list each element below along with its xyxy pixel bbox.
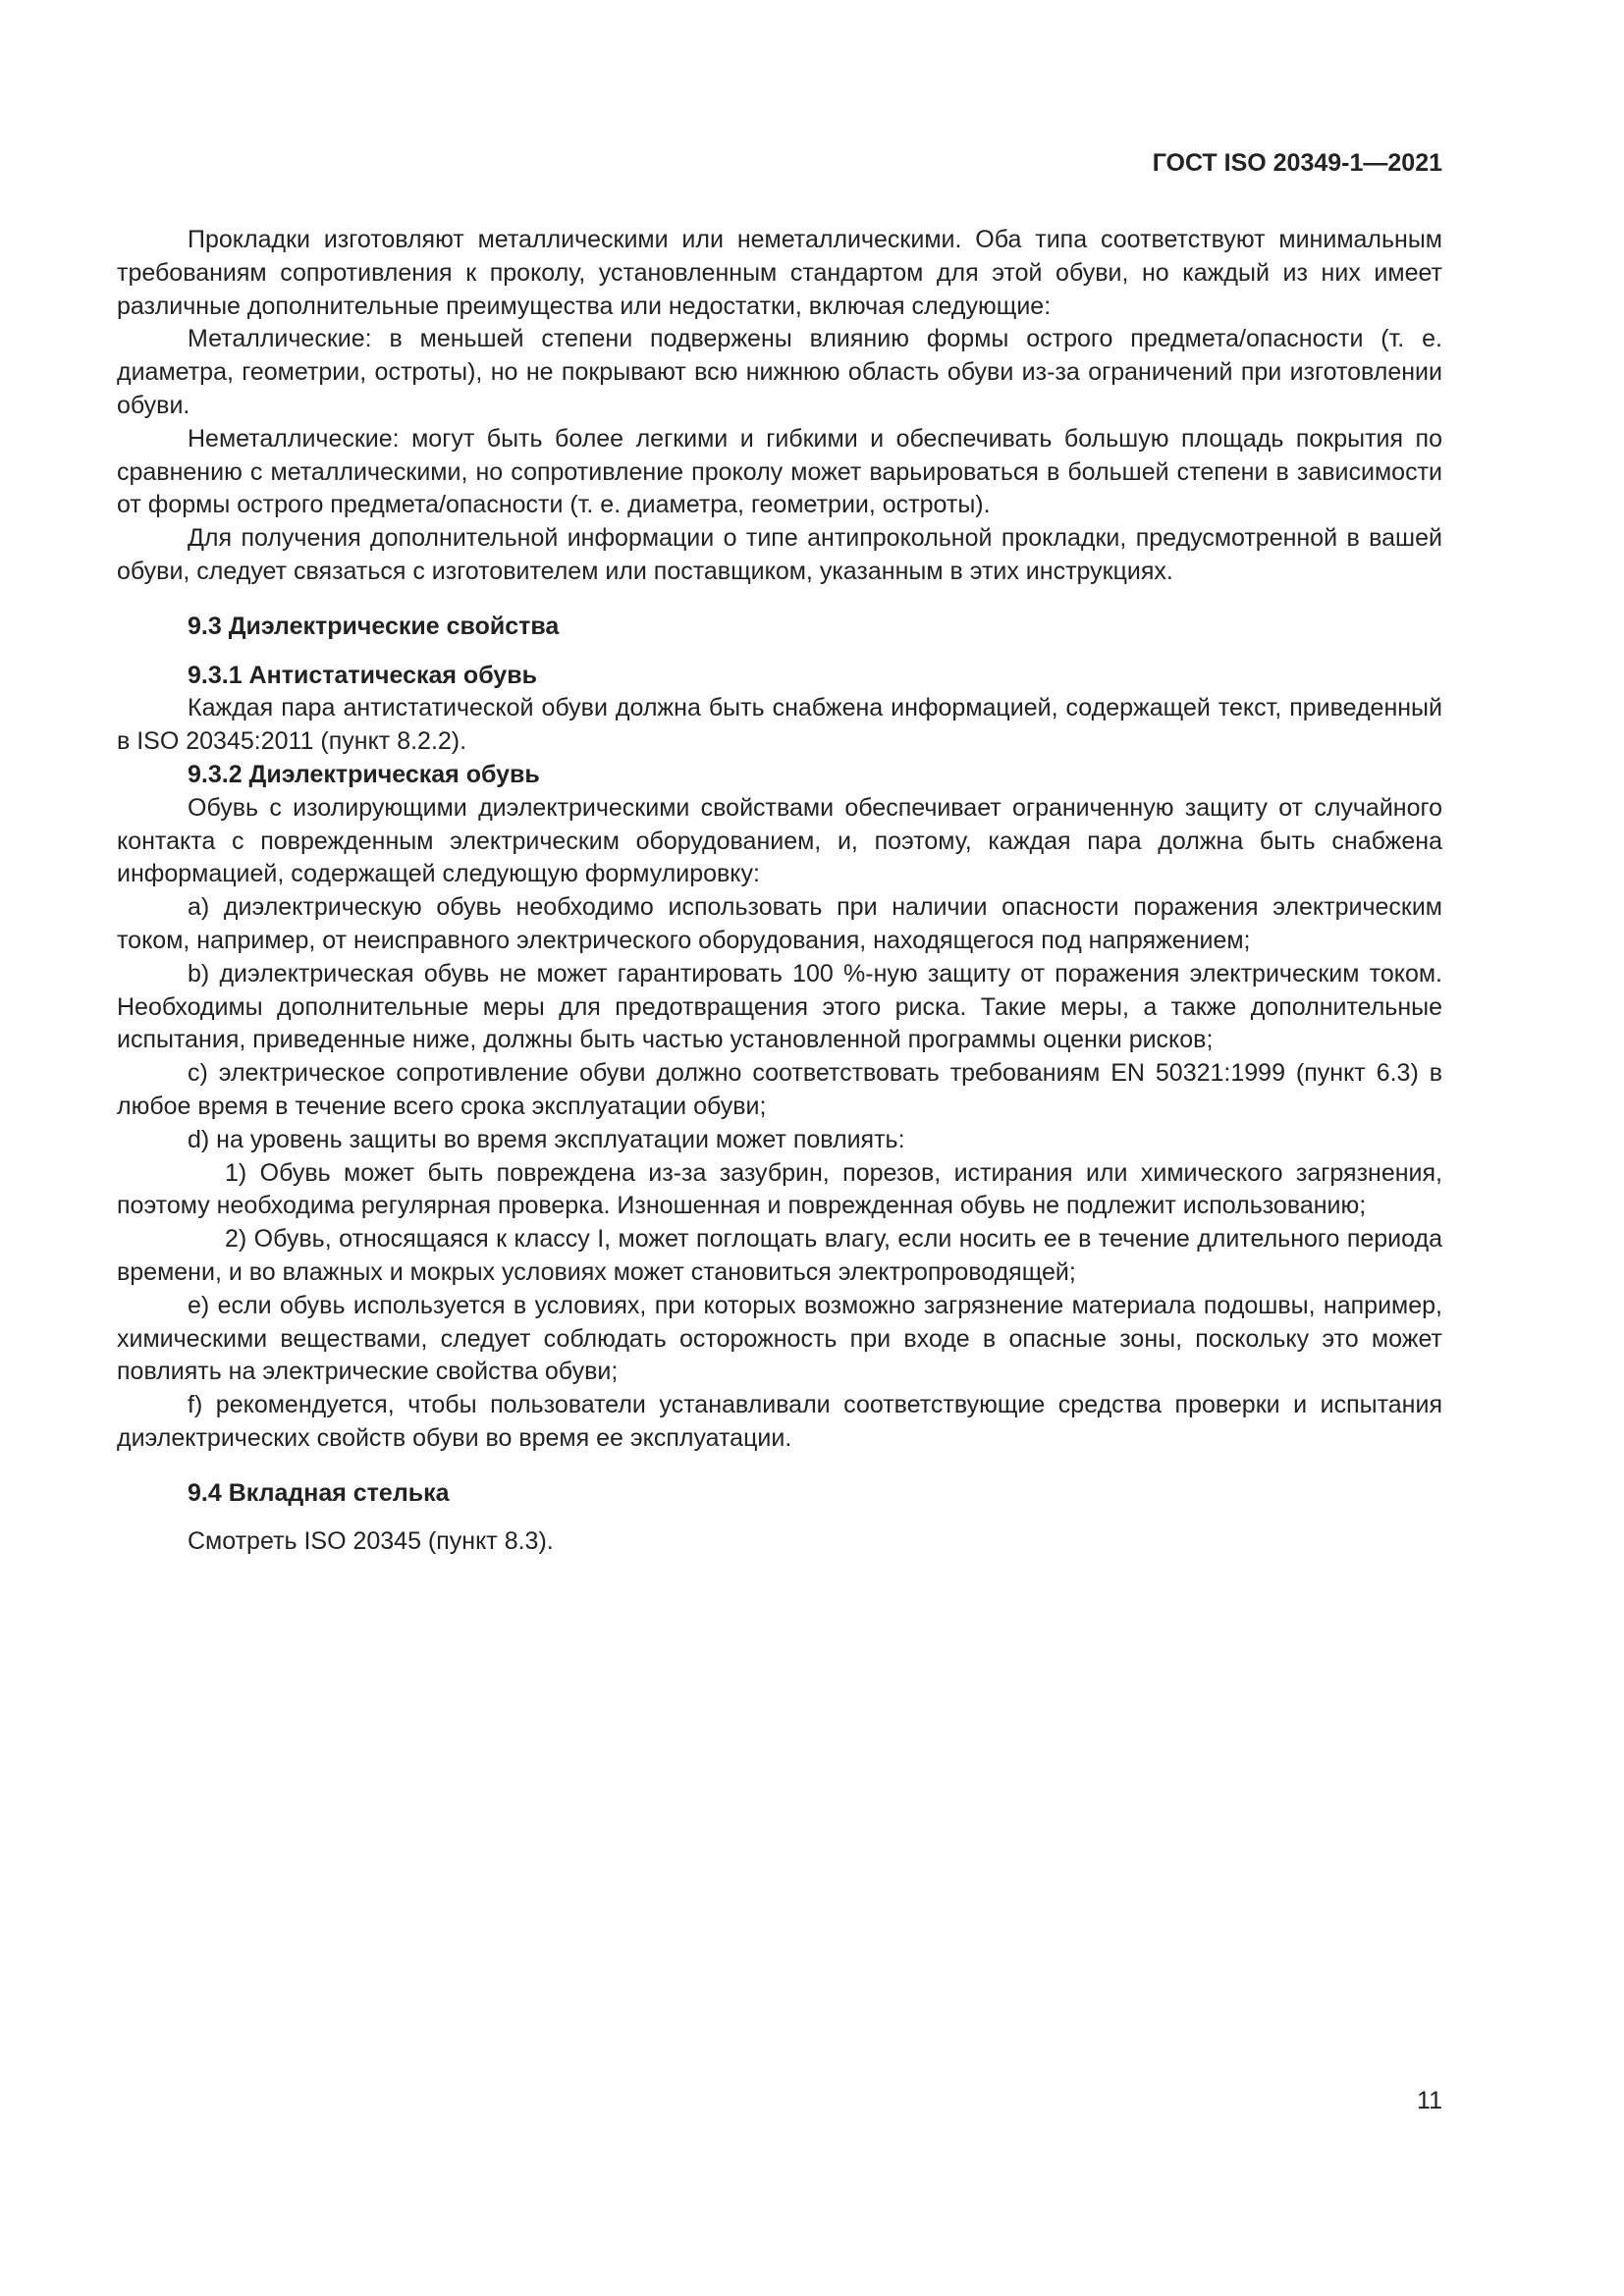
document-header-id: ГОСТ ISO 20349-1—2021 <box>1152 149 1442 177</box>
list-item-d-1: 1) Обувь может быть повреждена из-за зазубрин, порезов, истирания или химического загрязнения, поэтому необходима регулярная проверка. Изношенная и поврежденная обувь не подлежит использованию; <box>117 1158 1442 1220</box>
list-item-a: a) диэлектрическую обувь необходимо использовать при наличии опасности поражения электрическим током, например, от неисправного электрического оборудования, находящегося под напряжением; <box>117 893 1442 954</box>
section-heading-9-4: 9.4 Вкладная стелька <box>188 1478 450 1507</box>
page-number: 11 <box>1417 2087 1442 2114</box>
subsection-heading-9-3-2: 9.3.2 Диэлектрическая обувь <box>188 760 540 788</box>
paragraph-antistatic: Каждая пара антистатической обуви должна быть снабжена информацией, содержащей текст, приведенный в ISO 20345:2011 (пункт 8.2.2). <box>117 694 1442 756</box>
list-item-f: f) рекомендуется, чтобы пользователи устанавливали соответствующие средства проверки и испытания диэлектрических свойств обуви во время ее эксплуатации. <box>117 1391 1442 1452</box>
subsection-heading-9-3-1: 9.3.1 Антистатическая обувь <box>188 661 537 689</box>
list-item-d: d) на уровень защиты во время эксплуатации может повлиять: <box>188 1125 905 1153</box>
list-item-b: b) диэлектрическая обувь не может гарантировать 100 %-ную защиту от поражения электрическим током. Необходимы дополнительные меры для предотвращения этого риска. Такие меры, а также дополнительные испытания, приведенные ниже, должны быть частью установленной программы оценки рисков; <box>117 959 1442 1054</box>
list-item-e: e) если обувь используется в условиях, при которых возможно загрязнение материала подошвы, например, химическими веществами, следует соблюдать осторожность при входе в опасные зоны, поскольку это может повлиять на электрические свойства обуви; <box>117 1291 1442 1386</box>
paragraph-additional-info: Для получения дополнительной информации о типе антипрокольной прокладки, предусмотренной в вашей обуви, следует связаться с изготовителем или поставщиком, указанным в этих инструкциях. <box>117 524 1442 585</box>
paragraph-insole: Смотреть ISO 20345 (пункт 8.3). <box>188 1527 554 1556</box>
list-item-d-2: 2) Обувь, относящаяся к классу I, может поглощать влагу, если носить ее в течение длительного периода времени, и во влажных и мокрых условиях может становиться электропроводящей; <box>117 1225 1442 1286</box>
paragraph-non-metallic: Неметаллические: могут быть более легкими и гибкими и обеспечивать большую площадь покрытия по сравнению с металлическими, но сопротивление проколу может варьироваться в большей степени в зависимости от формы острого предмета/опасности (т. е. диаметра, геометрии, остроты). <box>117 424 1442 519</box>
paragraph-metallic: Металлические: в меньшей степени подвержены влиянию формы острого предмета/опасности (т. е. диаметра, геометрии, остроты), но не покрывают всю нижнюю область обуви из-за ограничений при изготовлении обуви. <box>117 325 1442 419</box>
paragraph-dielectric: Обувь с изолирующими диэлектрическими свойствами обеспечивает ограниченную защиту от случайного контакта с поврежденным электрическим оборудованием, и, поэтому, каждая пара должна быть снабжена информацией, содержащей следующую формулировку: <box>117 793 1442 888</box>
list-item-c: c) электрическое сопротивление обуви должно соответствовать требованиям EN 50321:1999 (пункт 6.3) в любое время в течение всего срока эксплуатации обуви; <box>117 1059 1442 1120</box>
section-heading-9-3: 9.3 Диэлектрические свойства <box>188 612 560 640</box>
document-body <box>117 224 1442 1559</box>
paragraph-insert-types: Прокладки изготовляют металлическими или неметаллическими. Оба типа соответствуют минимальным требованиям сопротивления к проколу, установленным стандартом для этой обуви, но каждый из них имеет различные дополнительные преимущества или недостатки, включая следующие: <box>117 226 1442 320</box>
